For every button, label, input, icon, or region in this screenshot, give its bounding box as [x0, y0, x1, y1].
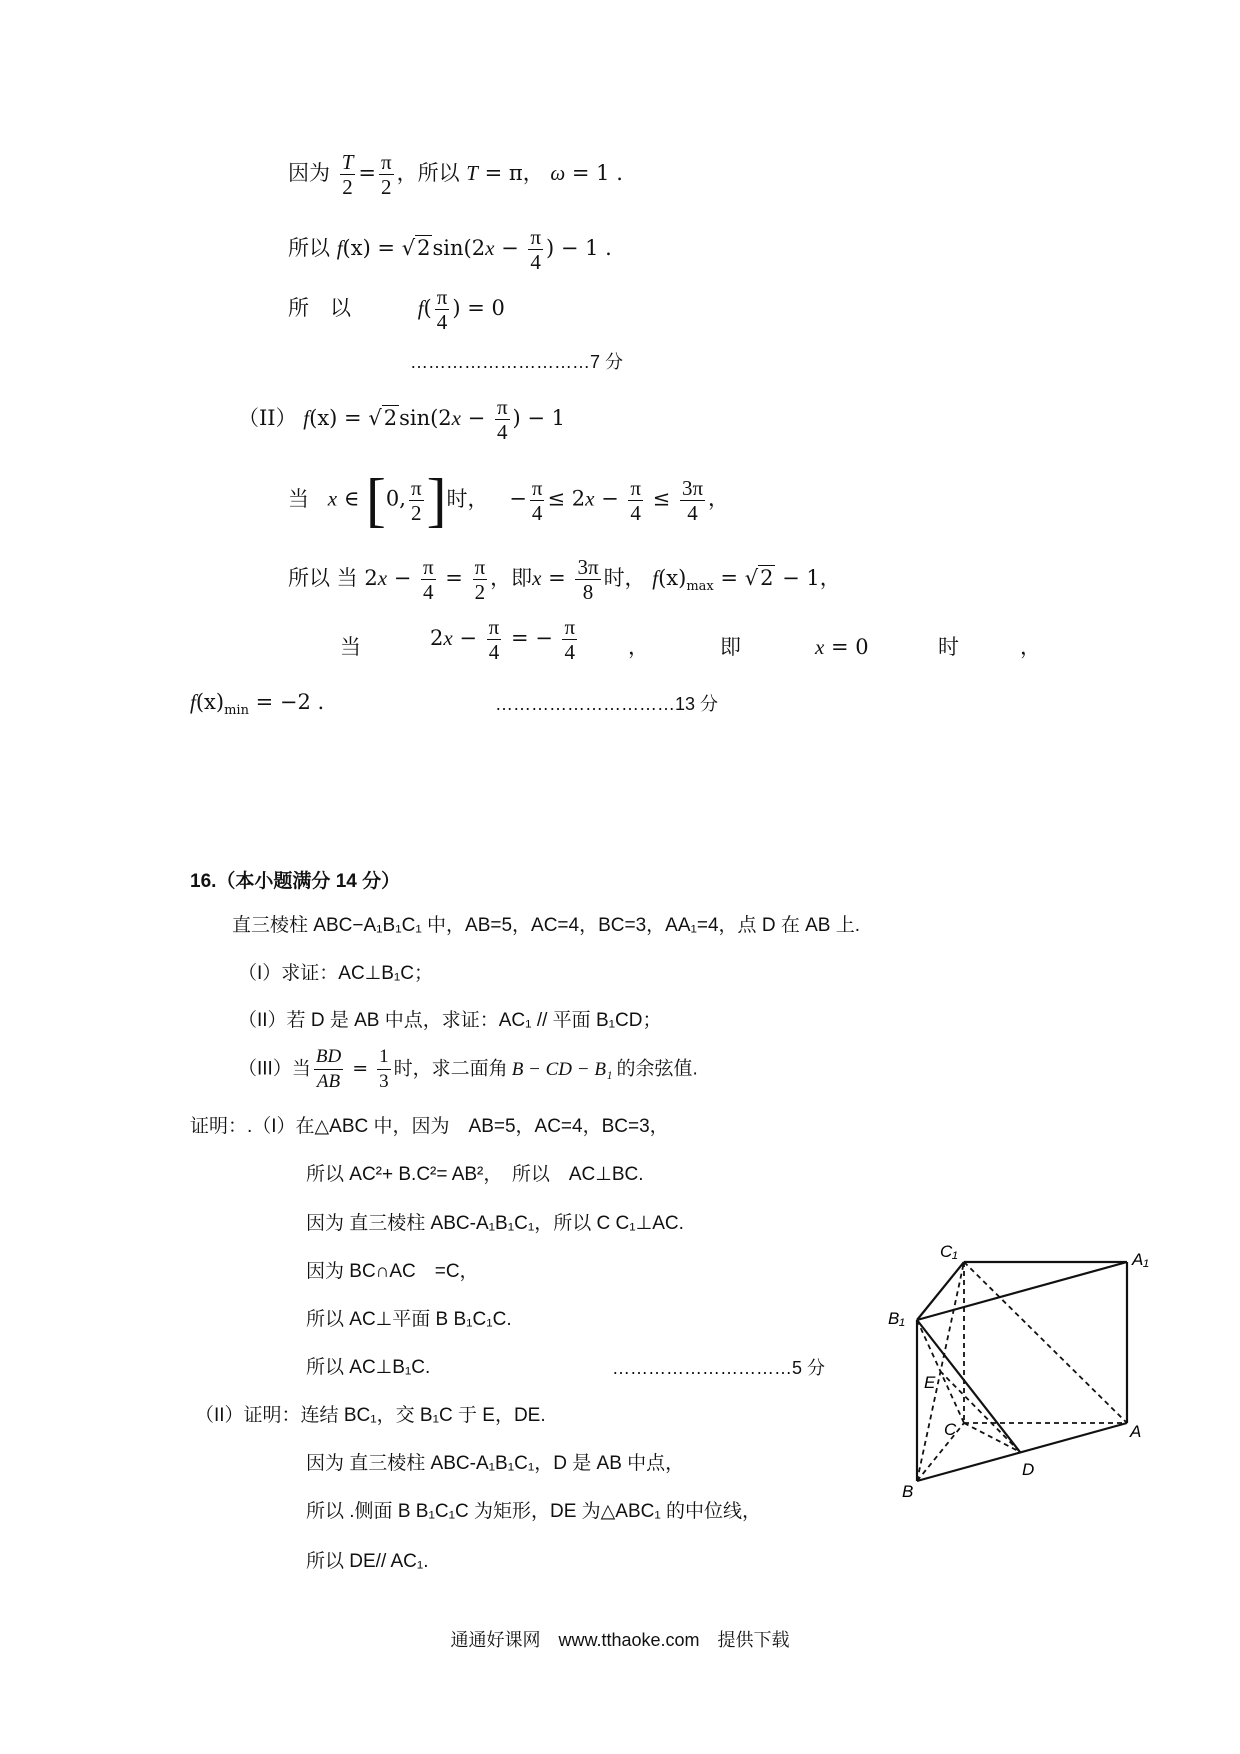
fraction-3pi-over-4: $\frac{3\pi}{4}$ — [681, 475, 704, 525]
line-2: 所以 f(x) = √2sin(2x − $\frac{\pi}{4}$ ) − 1 . — [288, 225, 612, 274]
score-7: …………………………7 分 — [410, 352, 624, 372]
fraction-pi-over-4: $\frac{\pi}{4}$ — [496, 395, 508, 444]
label-A: A — [1130, 1422, 1142, 1441]
proof-line-3: 因为 直三棱柱 ABC-A₁B₁C₁，所以 C C₁⊥AC. — [306, 1213, 684, 1234]
label-C1: C₁ — [940, 1242, 958, 1261]
edge-E-D — [940, 1371, 1020, 1452]
question-16-part-2: （II）若 D 是 AB 中点，求证：AC₁ // 平面 B₁CD； — [238, 1010, 662, 1031]
proof-line-9: 所以 .侧面 B B₁C₁C 为矩形，DE 为△ABC₁ 的中位线， — [306, 1501, 762, 1522]
label-C: C — [944, 1420, 957, 1439]
fraction-pi-over-2: $\frac{\pi}{2}$ — [474, 555, 486, 604]
fraction-BD-over-AB: $\frac{BD}{AB}$ — [315, 1046, 342, 1092]
label-D: D — [1022, 1460, 1035, 1479]
edge-B1-A1 — [917, 1262, 1127, 1320]
question-16-statement: 直三棱柱 ABC−A₁B₁C₁ 中，AB=5，AC=4，BC=3，AA₁=4，点 D 在 AB 上. — [232, 915, 861, 936]
proof-line-5: 所以 AC⊥平面 B B₁C₁C. — [306, 1309, 512, 1330]
left-bracket: [ — [365, 467, 386, 533]
fraction-pi-over-4: $\frac{\pi}{4}$ — [630, 475, 641, 525]
edge-C-D — [964, 1423, 1020, 1452]
proof-line-6: 所以 AC⊥B₁C. — [306, 1357, 431, 1378]
score-13: …………………………13 分 — [495, 694, 719, 714]
proof-line-1: 证明：.（I）在△ABC 中，因为 AB=5，AC=4，BC=3， — [190, 1116, 669, 1137]
fraction-pi-over-4: $\frac{\pi}{4}$ — [488, 615, 500, 664]
edge-B1-C1 — [917, 1262, 964, 1320]
proof-line-10: 所以 DE// AC₁. — [306, 1551, 429, 1572]
question-16-part-3: （III）当 $\frac{BD}{AB}$ = $\frac{1}{3}$ 时，求二面角 B − CD − B₁ 的余弦值. — [238, 1046, 698, 1092]
score-5: …………………………5 分 — [612, 1358, 826, 1378]
line-5: （II） f(x) = √2sin(2x − $\frac{\pi}{4}$ ) − 1 — [238, 395, 566, 444]
label-B: B — [902, 1482, 914, 1501]
sqrt-2: √2 — [401, 236, 431, 260]
fraction-1-over-3: $\frac{1}{3}$ — [379, 1046, 389, 1092]
line-9: $f(x)_{min} = -2$ . — [190, 690, 325, 718]
proof-line-4: 因为 BC∩AC =C， — [306, 1261, 479, 1282]
line-1: 因为 $\frac{T}{2}$ = $\frac{\pi}{2}$ ，所以 T = π， ω = 1 . — [288, 150, 623, 199]
fraction-pi-over-4: $\frac{\pi}{4}$ — [531, 475, 543, 525]
question-16-part-1: （I）求证：AC⊥B₁C； — [238, 963, 434, 984]
question-16-title: 16.（本小题满分 14 分） — [190, 871, 401, 892]
sqrt-2: √2 — [744, 566, 774, 590]
fraction-pi-over-2: $\frac{\pi}{2}$ — [380, 150, 392, 199]
proof-line-2: 所以 AC²+ B.C²= AB²， 所以 AC⊥BC. — [306, 1164, 644, 1185]
fraction-pi-over-4: $\frac{\pi}{4}$ — [564, 615, 576, 664]
line-3: 所 以 f( $\frac{\pi}{4}$ ) = 0 — [288, 285, 505, 334]
line-7: 所以 当 2x − $\frac{\pi}{4}$ = $\frac{\pi}{2}$ ，即x = $\frac{3\pi}{8}$ 时， $f(x)_{max} = √2 - 1$， — [288, 555, 841, 604]
proof-line-7: （II）证明：连结 BC₁，交 B₁C 于 E，DE. — [195, 1405, 546, 1426]
prism-figure — [880, 1235, 1170, 1515]
label-E: E — [924, 1373, 936, 1392]
edge-C1-A — [964, 1262, 1127, 1423]
fraction-T-over-2: $\frac{T}{2}$ — [341, 150, 354, 199]
fraction-pi-over-2: $\frac{\pi}{2}$ — [410, 475, 422, 525]
proof-line-8: 因为 直三棱柱 ABC-A₁B₁C₁，D 是 AB 中点， — [306, 1453, 685, 1474]
sqrt-2: √2 — [368, 406, 398, 430]
page-footer: 通通好课网 www.tthaoke.com 提供下载 — [450, 1630, 790, 1650]
label-A1: A₁ — [1132, 1250, 1149, 1269]
fraction-pi-over-4: $\frac{\pi}{4}$ — [530, 225, 541, 274]
fraction-pi-over-4: $\frac{\pi}{4}$ — [423, 555, 434, 604]
label-B1: B₁ — [888, 1309, 905, 1328]
line-6: 当 x ∈ [0, $\frac{\pi}{2}$ ]时， − $\frac{\pi}{4}$ ≤ 2x − $\frac{\pi}{4}$ ≤ $\frac{3\pi}{4}$ ， — [288, 467, 730, 533]
fraction-pi-over-4: $\frac{\pi}{4}$ — [436, 285, 448, 334]
right-bracket: ] — [426, 467, 447, 533]
fraction-3pi-over-8: $\frac{3\pi}{8}$ — [577, 555, 599, 604]
